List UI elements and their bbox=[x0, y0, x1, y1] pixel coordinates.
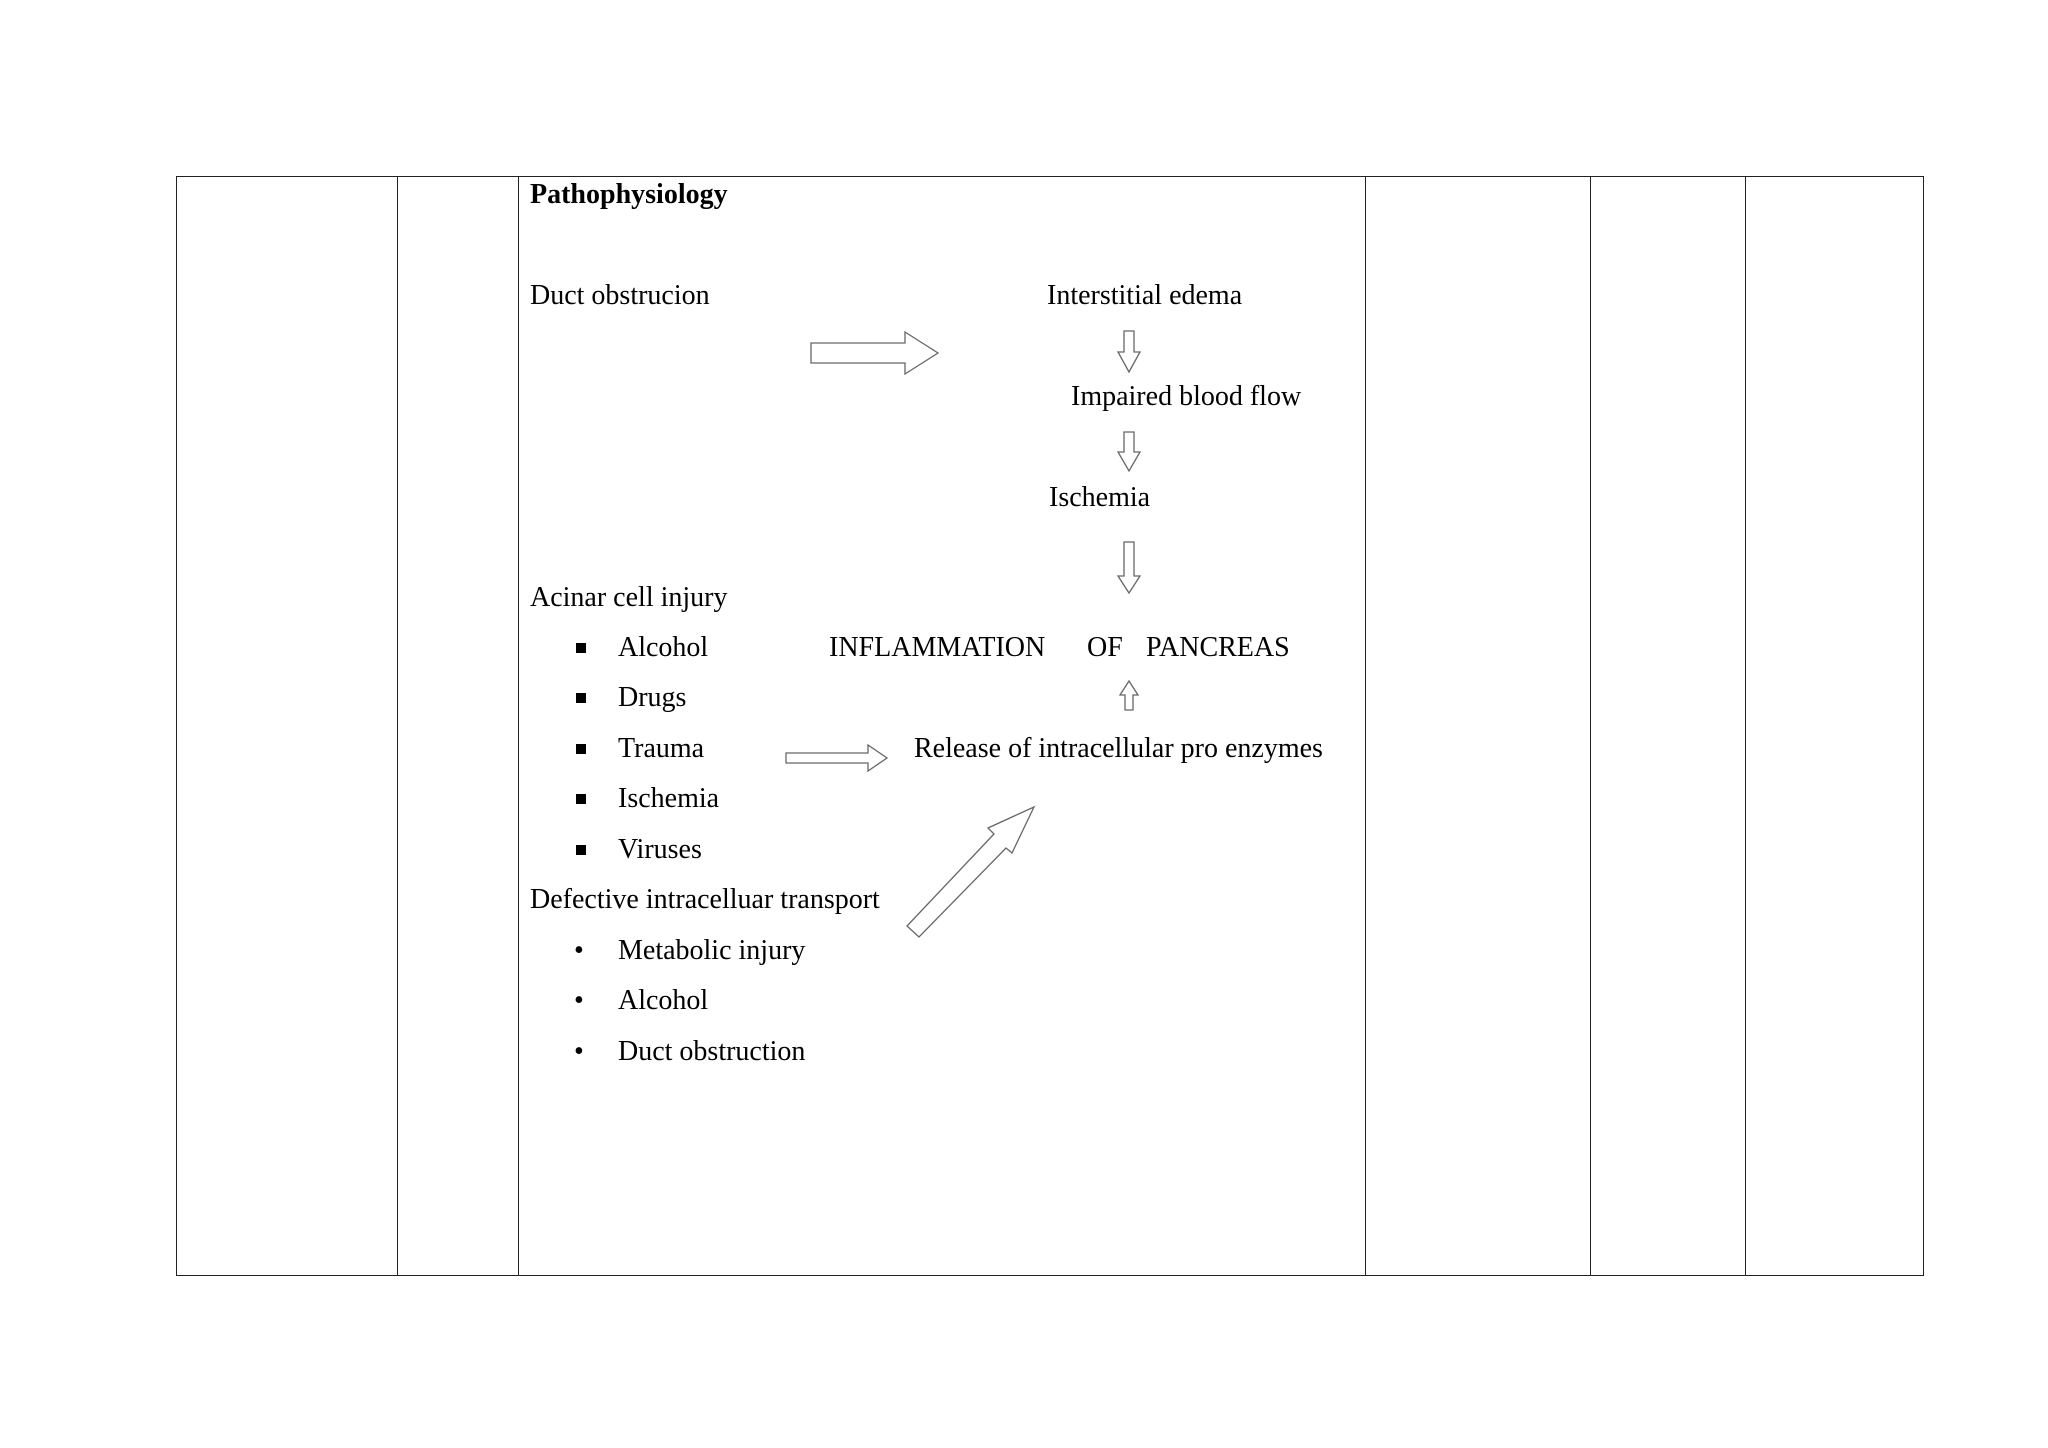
node-duct-obstruction: Duct obstrucion bbox=[530, 280, 710, 311]
node-defective-transport: Defective intracelluar transport bbox=[530, 884, 880, 915]
node-inflammation-word-3: PANCREAS bbox=[1146, 632, 1290, 663]
square-bullet bbox=[576, 845, 586, 855]
node-release-enzymes: Release of intracellular pro enzymes bbox=[914, 733, 1323, 764]
node-acinar-cell-injury: Acinar cell injury bbox=[530, 582, 728, 613]
square-bullet bbox=[576, 693, 586, 703]
acinar-cause: Alcohol bbox=[618, 632, 709, 663]
node-impaired-blood-flow: Impaired blood flow bbox=[1071, 381, 1302, 412]
column-divider-2 bbox=[518, 177, 519, 1275]
acinar-cause: Ischemia bbox=[618, 783, 720, 814]
transport-cause: Alcohol bbox=[618, 985, 709, 1016]
section-title: Pathophysiology bbox=[530, 179, 728, 210]
column-divider-5 bbox=[1745, 177, 1746, 1275]
square-bullet bbox=[576, 744, 586, 754]
square-bullet bbox=[576, 643, 586, 653]
table-frame bbox=[176, 176, 1924, 1276]
node-inflammation-word-1: INFLAMMATION bbox=[829, 632, 1046, 663]
node-ischemia: Ischemia bbox=[1049, 482, 1151, 513]
node-inflammation-word-2: OF bbox=[1087, 632, 1123, 663]
round-bullet: • bbox=[574, 935, 584, 966]
round-bullet: • bbox=[574, 1036, 584, 1067]
node-interstitial-edema: Interstitial edema bbox=[1047, 280, 1243, 311]
column-divider-1 bbox=[397, 177, 398, 1275]
round-bullet: • bbox=[574, 985, 584, 1016]
transport-cause: Metabolic injury bbox=[618, 935, 806, 966]
acinar-cause: Drugs bbox=[618, 682, 687, 713]
acinar-cause: Trauma bbox=[618, 733, 705, 764]
transport-cause: Duct obstruction bbox=[618, 1036, 806, 1067]
column-divider-3 bbox=[1365, 177, 1366, 1275]
acinar-cause: Viruses bbox=[618, 834, 702, 865]
column-divider-4 bbox=[1590, 177, 1591, 1275]
square-bullet bbox=[576, 794, 586, 804]
